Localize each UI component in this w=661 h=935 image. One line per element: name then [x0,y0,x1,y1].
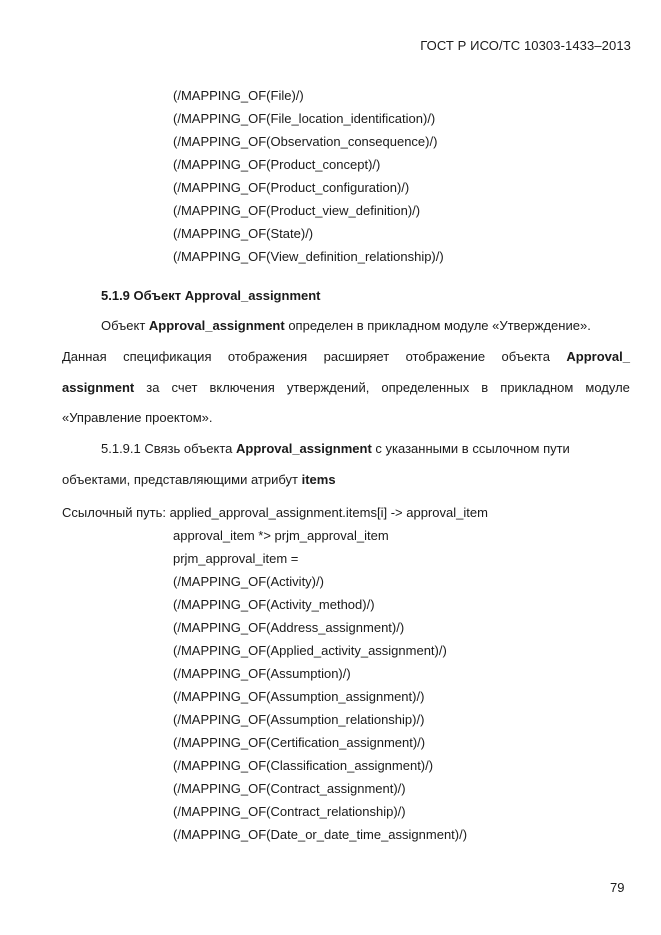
subsection-text: с указанными в ссылочном пути [371,441,570,456]
entity-name: Approval_assignment [148,318,285,333]
word: определенных [381,380,470,395]
mapping-line: (/MAPPING_OF(Assumption_relationship)/) [173,712,425,727]
mapping-line: (/MAPPING_OF(View_definition_relationship)/) [173,249,444,264]
mapping-line: (/MAPPING_OF(Product_configuration)/) [173,180,410,195]
mapping-line: (/MAPPING_OF(File_location_identification)/) [173,111,436,126]
paragraph-text: Объект [101,318,149,333]
mapping-line: (/MAPPING_OF(Address_assignment)/) [173,620,405,635]
word: за [146,380,160,395]
subsection-line-1 [101,441,570,457]
word: отображение [405,349,486,364]
mapping-line: (/MAPPING_OF(File)/) [173,88,304,103]
subsection-text: объектами, представляющими атрибут [62,472,302,487]
word: модуле [585,380,630,395]
paragraph-line-4: «Управление проектом». [62,410,213,425]
document-header: ГОСТ Р ИСО/ТС 10303-1433–2013 [420,38,631,53]
paragraph-line-2 [62,349,630,365]
word: Данная [62,349,107,364]
mapping-line: (/MAPPING_OF(Product_view_definition)/) [173,203,421,218]
mapping-line: (/MAPPING_OF(Classification_assignment)/) [173,758,434,773]
reference-path-first-line [62,505,488,521]
mapping-line: (/MAPPING_OF(State)/) [173,226,314,241]
word: отображения [227,349,308,364]
entity-name: assignment [62,380,135,395]
word: утверждений, [286,380,370,395]
mapping-line: (/MAPPING_OF(Observation_consequence)/) [173,134,438,149]
mapping-line: (/MAPPING_OF(Assumption_assignment)/) [173,689,425,704]
reference-path-label: Ссылочный путь: [62,505,170,520]
paragraph-line-1 [101,318,630,334]
reference-path-line: approval_item *> prjm_approval_item [173,528,389,543]
word: включения [209,380,275,395]
mapping-line: (/MAPPING_OF(Assumption)/) [173,666,351,681]
word: в [481,380,489,395]
subsection-line-2 [62,472,336,488]
paragraph-line-3 [62,380,630,396]
word: расширяет [323,349,390,364]
mapping-line: (/MAPPING_OF(Certification_assignment)/) [173,735,426,750]
mapping-line: (/MAPPING_OF(Contract_assignment)/) [173,781,406,796]
mapping-line: (/MAPPING_OF(Contract_relationship)/) [173,804,406,819]
section-heading: 5.1.9 Объект Approval_assignment [101,288,321,303]
entity-name: Approval_assignment [235,441,372,456]
reference-path-text: applied_approval_assignment.items[i] -> approval_item [169,505,488,520]
word: прикладном [500,380,574,395]
reference-path-line: prjm_approval_item = [173,551,299,566]
attribute-name: items [301,472,336,487]
mapping-line: (/MAPPING_OF(Product_concept)/) [173,157,381,172]
mapping-line: (/MAPPING_OF(Applied_activity_assignment)/) [173,643,447,658]
mapping-line: (/MAPPING_OF(Date_or_date_time_assignment)/) [173,827,468,842]
subsection-text: 5.1.9.1 Связь объекта [101,441,236,456]
mapping-line: (/MAPPING_OF(Activity_method)/) [173,597,375,612]
word: спецификация [123,349,212,364]
paragraph-text: определен в прикладном модуле «Утверждение». [284,318,591,333]
word: счет [171,380,198,395]
page-number: 79 [610,880,625,895]
word: объекта [501,349,550,364]
mapping-line: (/MAPPING_OF(Activity)/) [173,574,324,589]
entity-name: Approval_ [566,349,630,364]
